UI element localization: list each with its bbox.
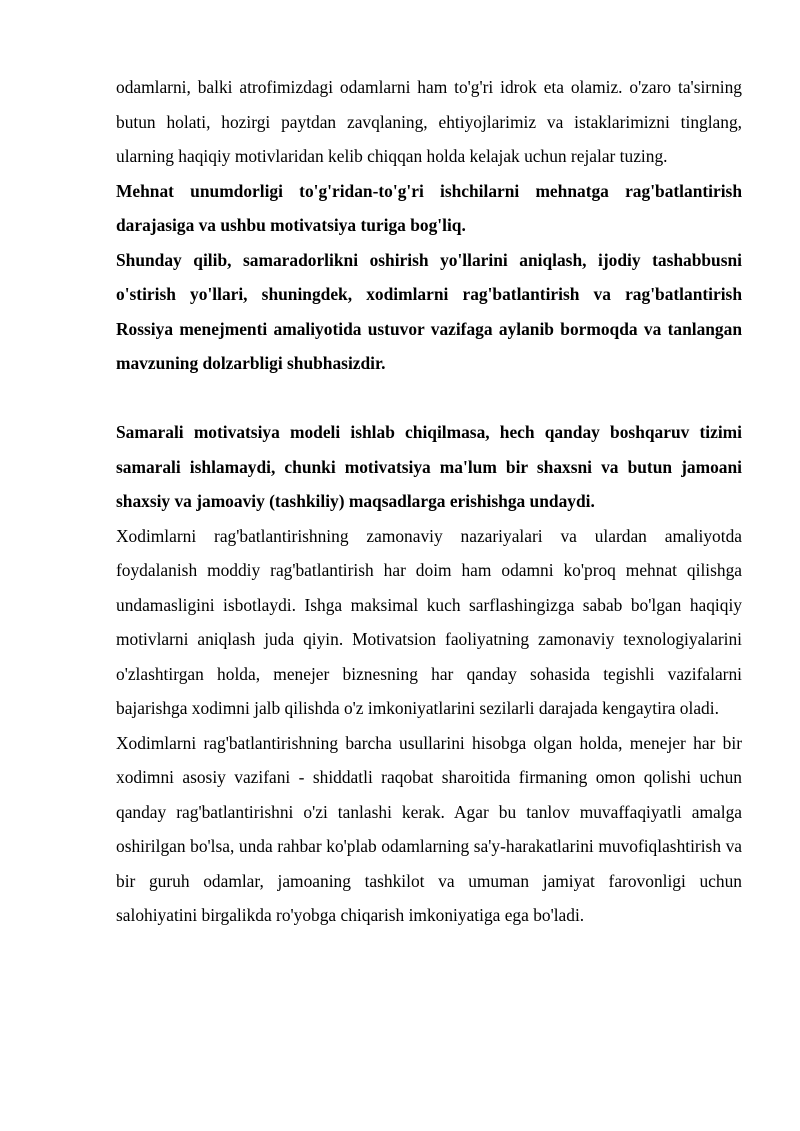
paragraph-intro: odamlarni, balki atrofimizdagi odamlarni ham to'g'ri idrok eta olamiz. o'zaro ta'sirning butun holati, hozirgi paytdan zavqlaning, ehtiyojlarimiz va istaklarimizni tinglang, ularning haqiqiy motivlaridan kelib chiqqan holda kelajak uchun rejalar tuzing. xyxy=(116,77,742,166)
paragraph-spacer xyxy=(116,381,742,416)
paragraph-modern-theories: Xodimlarni rag'batlantirishning zamonaviy nazariyalari va ulardan amaliyotda foydalanish moddiy rag'batlantirish har doim ham odamni ko'proq mehnat qilishga undamasligini isbotlaydi. Ishga maksimal kuch sarflashingizga sabab bo'lgan haqiqiy motivlarni aniqlash juda qiyin. Motivatsion faoliyatning zamonaviy texnologiyalarini o'zlashtirgan holda, menejer biznesning har qanday sohasida tegishli vazifalarni bajarishga xodimni jalb qilishda o'z imkoniyatlarini sezilarli darajada kengaytira oladi. xyxy=(116,525,742,718)
paragraph-motivation-model: Samarali motivatsiya modeli ishlab chiqilmasa, hech qanday boshqaruv tizimi samarali ishlamaydi, chunki motivatsiya ma'lum bir shaxsni va butun jamoani shaxsiy va jamoaviy (tashkiliy) maqsadlarga erishishga undaydi. xyxy=(116,422,742,511)
paragraph-methods: Xodimlarni rag'batlantirishning barcha usullarini hisobga olgan holda, menejer har bir xodimni asosiy vazifani - shiddatli raqobat sharoitida firmaning omon qolishi uchun qanday rag'batlantirishni o'zi tanlashi kerak. Agar bu tanlov muvaffaqiyatli amalga oshirilgan bo'lsa, unda rahbar ko'plab odamlarning sa'y-harakatlarini muvofiqlashtirish va bir guruh odamlar, jamoaning tashkilot va umuman jamiyat farovonligi uchun salohiyatini birgalikda ro'yobga chiqarish imkoniyatiga ega bo'ladi. xyxy=(116,732,742,925)
paragraph-productivity: Mehnat unumdorligi to'g'ridan-to'g'ri ishchilarni mehnatga rag'batlantirish darajasiga va ushbu motivatsiya turiga bog'liq. xyxy=(116,180,742,235)
paragraph-relevance: Shunday qilib, samaradorlikni oshirish yo'llarini aniqlash, ijodiy tashabbusni o'stirish yo'llari, shuningdek, xodimlarni rag'batlantirish va rag'batlantirish Rossiya menejmenti amaliyotida ustuvor vazifaga aylanib bormoqda va tanlangan mavzuning dolzarbligi shubhasizdir. xyxy=(116,249,742,373)
document-body xyxy=(116,70,742,933)
